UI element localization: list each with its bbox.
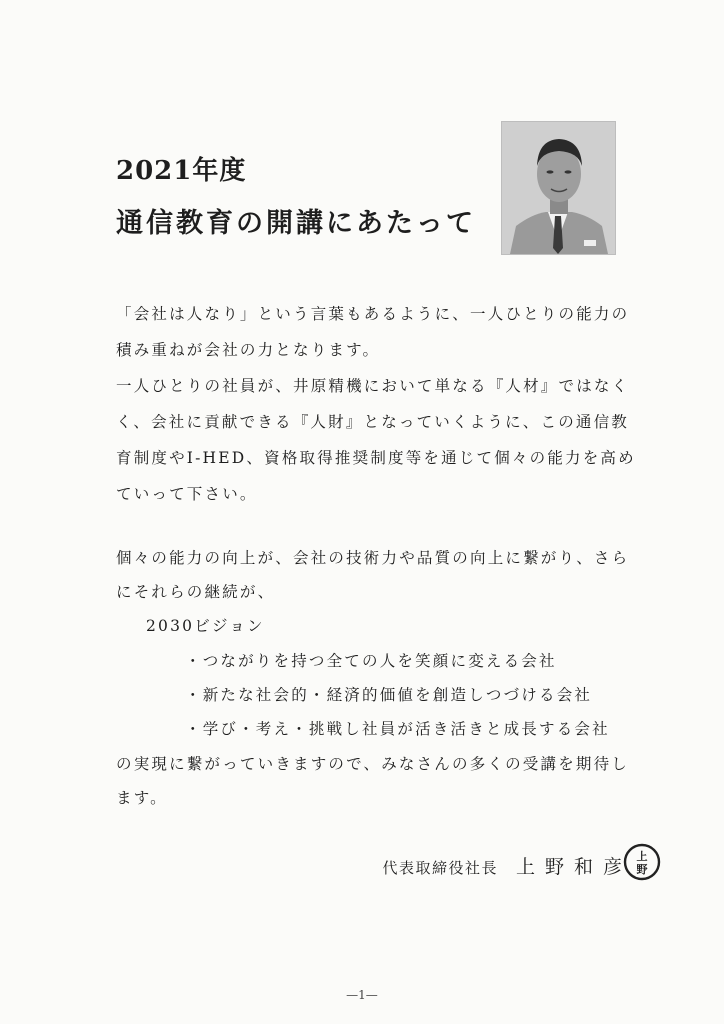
paragraph1-line: く、会社に貢献できる『人財』となっていくように、この通信教 <box>116 413 629 431</box>
vision-label: 2030ビジョン <box>146 617 265 635</box>
heading-title: 通信教育の開講にあたって <box>116 208 476 239</box>
vision-item: ・学び・考え・挑戦し社員が活き活きと成長する会社 <box>185 720 610 738</box>
portrait-image <box>502 122 615 254</box>
signer-title: 代表取締役社長 <box>382 859 498 877</box>
paragraph1-line: 一人ひとりの社員が、井原精機において単なる『人材』ではなく <box>116 377 630 395</box>
paragraph1-line: 育制度やI-HED、資格取得推奨制度等を通じて個々の能力を高め <box>116 449 636 467</box>
president-photo <box>501 121 616 255</box>
signature-block <box>382 852 632 879</box>
vision-item: ・新たな社会的・経済的価値を創造しつづける会社 <box>185 686 593 704</box>
personal-seal-stamp <box>622 842 662 882</box>
paragraph3-line: ます。 <box>116 789 168 807</box>
paragraph1-line: ていって下さい。 <box>116 485 258 503</box>
page-number: —1— <box>346 988 378 1002</box>
paragraph2-line: にそれらの継続が、 <box>116 583 276 601</box>
signer-name: 上野和彦 <box>515 856 632 878</box>
svg-text:野: 野 <box>636 863 648 876</box>
paragraph1-line: 積み重ねが会社の力となります。 <box>116 341 381 359</box>
paragraph3-line: の実現に繋がっていきますので、みなさんの多くの受講を期待し <box>116 755 629 773</box>
svg-text:上: 上 <box>636 850 648 863</box>
vision-item: ・つながりを持つ全ての人を笑顔に変える会社 <box>185 652 557 670</box>
paragraph1-line: 「会社は人なり」という言葉もあるように、一人ひとりの能力の <box>116 305 630 323</box>
paragraph2-line: 個々の能力の向上が、会社の技術力や品質の向上に繋がり、さら <box>116 549 630 567</box>
heading-year: 2021年度 <box>116 156 247 186</box>
